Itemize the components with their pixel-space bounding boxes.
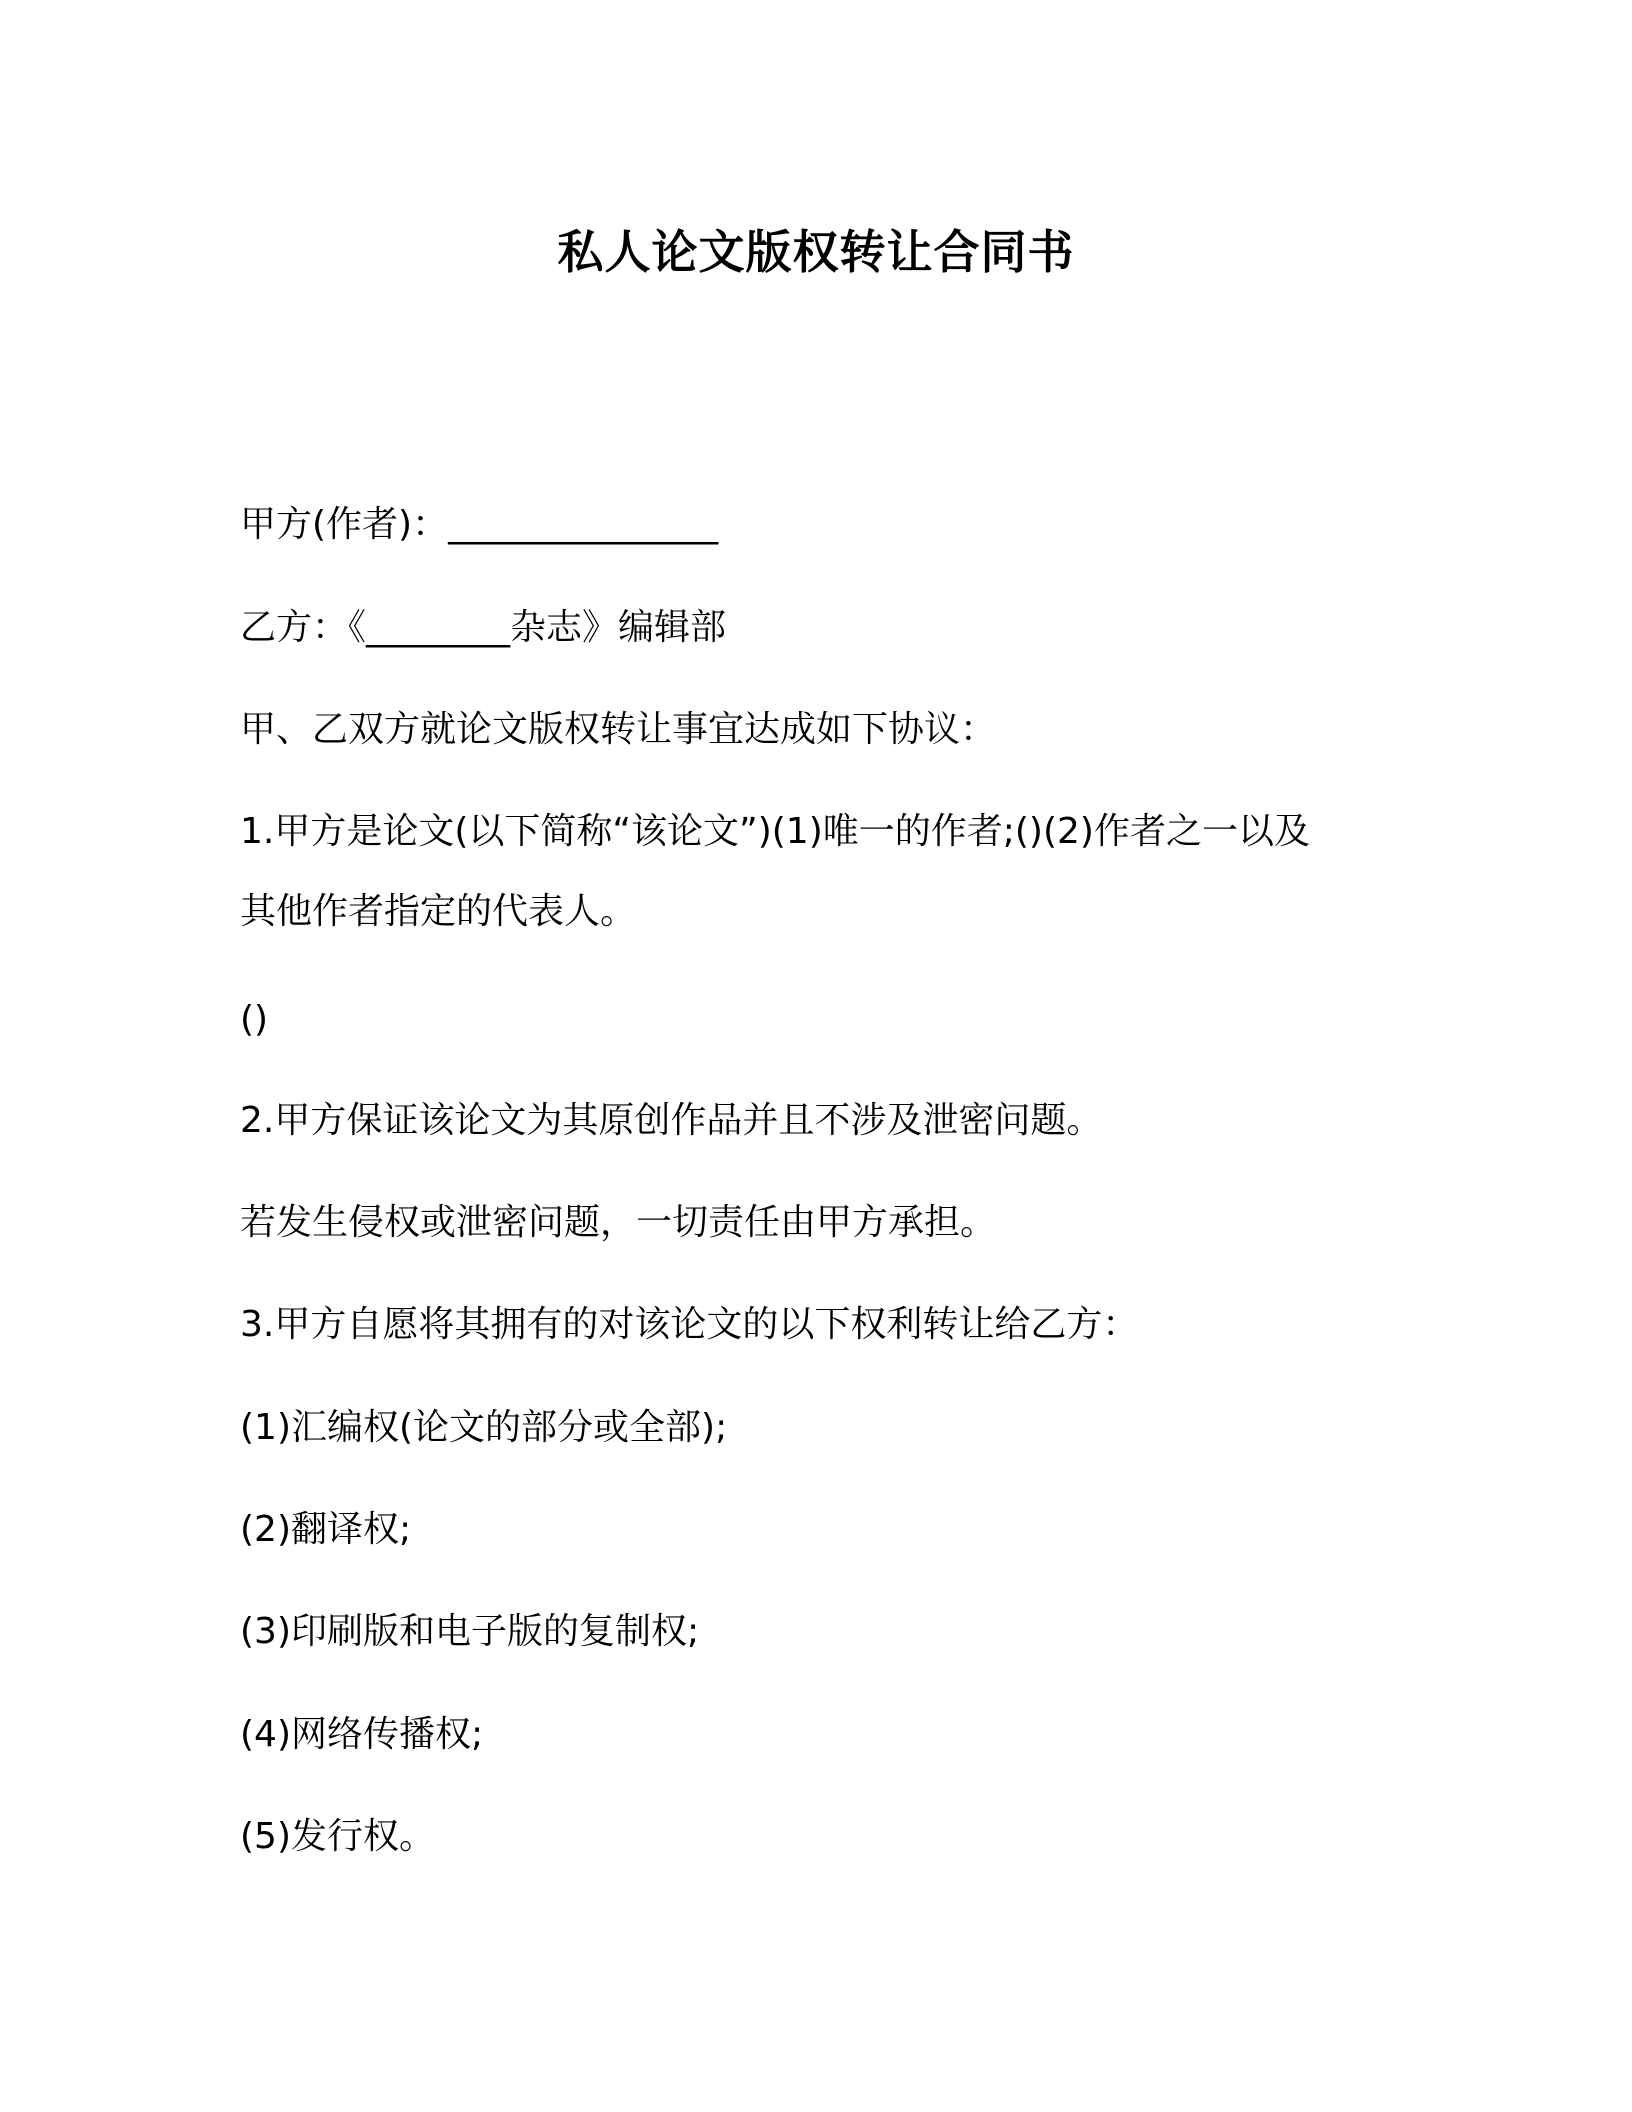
right-item-3: (3)印刷版和电子版的复制权; (240, 1611, 700, 1652)
clause-2-line-2: 若发生侵权或泄密问题，一切责任由甲方承担。 (240, 1202, 997, 1243)
clause-1-line-2: 其他作者指定的代表人。 (240, 891, 637, 932)
right-item-5: (5)发行权。 (240, 1816, 435, 1857)
document-title: 私人论文版权转让合同书 (557, 225, 1075, 279)
right-item-2: (2)翻译权; (240, 1509, 412, 1550)
clause-2-line-1: 2.甲方保证该论文为其原创作品并且不涉及泄密问题。 (240, 1100, 1103, 1141)
party-a-line: 甲方(作者)：_______________ (240, 504, 719, 545)
agreement-intro: 甲、乙双方就论文版权转让事宜达成如下协议： (240, 709, 997, 750)
right-item-4: (4)网络传播权; (240, 1714, 484, 1755)
clause-3-intro: 3.甲方自愿将其拥有的对该论文的以下权利转让给乙方： (240, 1304, 1139, 1345)
clause-1-checkbox: () (240, 999, 269, 1040)
right-item-1: (1)汇编权(论文的部分或全部); (240, 1407, 728, 1448)
clause-1-line-1: 1.甲方是论文(以下简称“该论文”)(1)唯一的作者;()(2)作者之一以及 (240, 811, 1310, 852)
party-b-line: 乙方：《________杂志》编辑部 (240, 607, 727, 648)
